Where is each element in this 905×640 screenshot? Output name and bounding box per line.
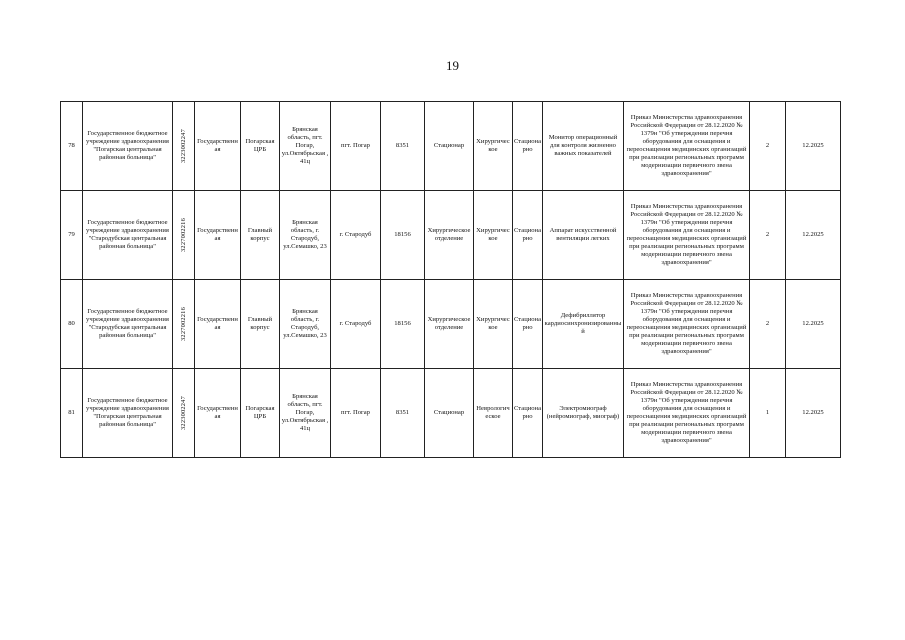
care-type: Хирургическое отделение xyxy=(425,191,474,280)
ownership-form: Государственная xyxy=(195,280,241,369)
structural-unit: Погарская ЦРБ xyxy=(241,102,280,191)
care-form: Стационарно xyxy=(513,102,543,191)
inn-cell xyxy=(173,102,195,191)
care-profile: Хирургическое xyxy=(474,280,513,369)
address: Брянская область, г. Стародуб, ул.Семашко, 23 xyxy=(280,191,331,280)
care-type: Стационар xyxy=(425,369,474,458)
inn-cell xyxy=(173,369,195,458)
inn-cell xyxy=(173,191,195,280)
row-number: 80 xyxy=(61,280,83,369)
order-reference: Приказ Министерства здравоохранения Российской Федерации от 28.12.2020 № 1379н "Об утверждении перечня оборудования для оснащения и переоснащения медицинских организаций при реализации региональных программ модернизации первичного звена здравоохранения" xyxy=(624,369,750,458)
inn-code: 3227002216 xyxy=(179,218,187,252)
table-row xyxy=(61,369,841,458)
locality: пгт. Погар xyxy=(331,102,381,191)
delivery-date: 12.2025 xyxy=(786,369,841,458)
population: 18156 xyxy=(381,280,425,369)
address: Брянская область, пгт. Погар, ул.Октябрьская , 41ц xyxy=(280,369,331,458)
care-profile: Неврологическое xyxy=(474,369,513,458)
equipment-name: Монитор операционный для контроля жизненно важных показателей xyxy=(543,102,624,191)
equipment-name: Аппарат искусственной вентиляции легких xyxy=(543,191,624,280)
inn-cell xyxy=(173,280,195,369)
equipment-name: Дефибриллятор кардиосинхронизированный xyxy=(543,280,624,369)
care-profile: Хирургическое xyxy=(474,102,513,191)
care-type: Хирургическое отделение xyxy=(425,280,474,369)
ownership-form: Государственная xyxy=(195,191,241,280)
structural-unit: Главный корпус xyxy=(241,191,280,280)
structural-unit: Главный корпус xyxy=(241,280,280,369)
inn-code: 3223002247 xyxy=(179,396,187,430)
locality: г. Стародуб xyxy=(331,191,381,280)
inn-code: 3227002216 xyxy=(179,307,187,341)
organization-name: Государственное бюджетное учреждение здравоохранения "Стародубская центральная районная больница" xyxy=(83,280,173,369)
equipment-table xyxy=(60,101,841,458)
organization-name: Государственное бюджетное учреждение здравоохранения "Погарская центральная районная больница" xyxy=(83,369,173,458)
row-number: 81 xyxy=(61,369,83,458)
order-reference: Приказ Министерства здравоохранения Российской Федерации от 28.12.2020 № 1379н "Об утверждении перечня оборудования для оснащения и переоснащения медицинских организаций при реализации региональных программ модернизации первичного звена здравоохранения" xyxy=(624,102,750,191)
delivery-date: 12.2025 xyxy=(786,191,841,280)
population: 8351 xyxy=(381,369,425,458)
quantity: 2 xyxy=(750,102,786,191)
care-type: Стационар xyxy=(425,102,474,191)
quantity: 1 xyxy=(750,369,786,458)
population: 18156 xyxy=(381,191,425,280)
care-form: Стационарно xyxy=(513,280,543,369)
locality: пгт. Погар xyxy=(331,369,381,458)
ownership-form: Государственная xyxy=(195,369,241,458)
order-reference: Приказ Министерства здравоохранения Российской Федерации от 28.12.2020 № 1379н "Об утверждении перечня оборудования для оснащения и переоснащения медицинских организаций при реализации региональных программ модернизации первичного звена здравоохранения" xyxy=(624,280,750,369)
inn-code: 3223002247 xyxy=(179,129,187,163)
row-number: 78 xyxy=(61,102,83,191)
address: Брянская область, пгт. Погар, ул.Октябрьская , 41ц xyxy=(280,102,331,191)
quantity: 2 xyxy=(750,191,786,280)
care-form: Стационарно xyxy=(513,191,543,280)
care-profile: Хирургическое xyxy=(474,191,513,280)
page-number: 19 xyxy=(446,58,459,73)
quantity: 2 xyxy=(750,280,786,369)
locality: г. Стародуб xyxy=(331,280,381,369)
row-number: 79 xyxy=(61,191,83,280)
care-form: Стационарно xyxy=(513,369,543,458)
population: 8351 xyxy=(381,102,425,191)
table-row xyxy=(61,280,841,369)
address: Брянская область, г. Стародуб, ул.Семашко, 23 xyxy=(280,280,331,369)
table-row xyxy=(61,191,841,280)
table-row xyxy=(61,102,841,191)
delivery-date: 12.2025 xyxy=(786,280,841,369)
ownership-form: Государственная xyxy=(195,102,241,191)
organization-name: Государственное бюджетное учреждение здравоохранения "Погарская центральная районная больница" xyxy=(83,102,173,191)
delivery-date: 12.2025 xyxy=(786,102,841,191)
equipment-name: Электромиограф (нейромиограф, миограф) xyxy=(543,369,624,458)
order-reference: Приказ Министерства здравоохранения Российской Федерации от 28.12.2020 № 1379н "Об утверждении перечня оборудования для оснащения и переоснащения медицинских организаций при реализации региональных программ модернизации первичного звена здравоохранения" xyxy=(624,191,750,280)
structural-unit: Погарская ЦРБ xyxy=(241,369,280,458)
organization-name: Государственное бюджетное учреждение здравоохранения "Стародубская центральная районная больница" xyxy=(83,191,173,280)
